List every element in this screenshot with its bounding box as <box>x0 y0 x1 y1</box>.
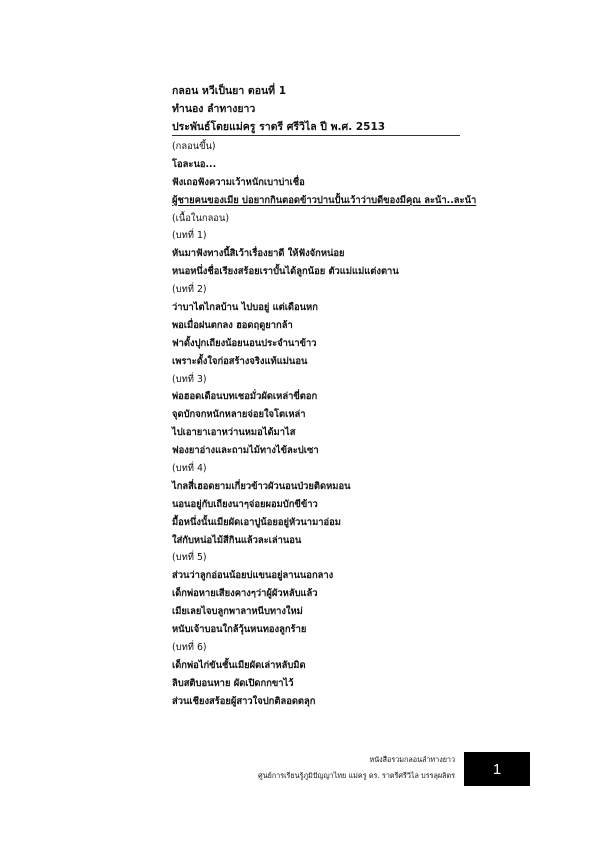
poem-line: ฟองยาอ่างและถามไม้ทางไข้ละบ่เซา <box>172 445 319 457</box>
poem-body <box>172 138 477 711</box>
poem-line: เมียเลยไจบลูกพาลาหนีบทางใหม่ <box>172 606 303 618</box>
page-number: 1 <box>492 760 502 778</box>
poem-line: (บทที่ 2) <box>172 284 207 296</box>
header-divider <box>172 135 460 136</box>
poem-line: เพราะดั้งใจก่อสร้างจริงแท้แม่นอน <box>172 355 308 367</box>
poem-line: (บทที่ 1) <box>172 230 207 242</box>
melody-line: ทำนอง ลำทางยาว <box>172 103 256 115</box>
poem-line: หนับเจ้าบอนใกล้วุ้นหนทองลูกร้าย <box>172 624 307 636</box>
poem-line: จุดบักจกหนักหลายจ่อยใจโตเหล่า <box>172 409 306 421</box>
page-footer <box>235 752 455 784</box>
footer-book-title: หนังสือรวมกลอนลำทางยาว <box>369 755 455 764</box>
poem-line: พอเมื่อฝนตกลง ฮอดฤดูยากล้า <box>172 319 293 331</box>
poem-line: ไกลสี่เฮอดยามเกี่ยวข้าวผัวนอนป่วยติดหมอน <box>172 480 351 492</box>
poem-line: หันมาฟังทางนี้สิเว้าเรื่องยาดี ให้ฟังจักหน่อย <box>172 248 345 260</box>
poem-line: นอนอยู่กับเถียงนาๆจ่อยผอมบักขีข้าว <box>172 498 318 510</box>
poem-line: (เนื้อในกลอน) <box>172 212 230 224</box>
poem-line: พ่อฮอดเดือนบทเชอมั่วผัดเหล่าขี่ตอก <box>172 391 318 403</box>
poem-line: ไปเอายาเอาหว่านหมอได้มาไส <box>172 427 296 439</box>
poem-line: ว่าบาไตไกลบ้าน ไปบอยู่ แต่เดือนหก <box>172 302 318 314</box>
poem-line: เด็กพ่อไก่ขันชั้นเมียผัดเล่าหลับมิด <box>172 659 306 671</box>
poem-line: (บทที่ 5) <box>172 552 207 564</box>
poem-line: ลิบสติบอนหาย ผัดเปิดกกขาไว้ <box>172 677 294 689</box>
poem-line: เด็กพ่อหายเสียงคางๆว่าผู้ผัวหลับแล้ว <box>172 588 318 600</box>
page-number-box <box>464 752 530 786</box>
poem-line: โอละนอ... <box>172 158 217 170</box>
poem-line: (บทที่ 3) <box>172 373 207 385</box>
poem-title: กลอน หวีเป็นยา ตอนที่ 1 <box>172 85 287 97</box>
poem-line: มื้อหนึ่งนั้นเมียผัดเอาปูน้อยอยู่หัวนามาอ่อม <box>172 516 341 528</box>
composer-line: ประพันธ์โดยแม่ครู ราตรี ศรีวิไล ปี พ.ศ. 2513 <box>172 121 386 133</box>
poem-line: หนอหนึ่งชื่อเรียงสร้อยเราบั้นได้ลูกน้อย ตัวแม่แม่แต่งตาน <box>172 266 399 278</box>
poem-line: ผู้ชายคนของเมีย บ่อยากกินตอดข้าวปานปั้นเว้าว่าบดีของมีคุณ ละน้า..ละน้า <box>172 194 477 206</box>
footer-center-name: ศูนย์การเรียนรู้ภูมิปัญญาไทย แม่ครู ดร. ราตรีศรีวิไล บรรลุผลิตร <box>258 771 455 780</box>
poem-line: ใส่กับหน่อไม้สีกินแล้วละเล่านอน <box>172 534 302 546</box>
poem-line: (บทที่ 4) <box>172 463 207 475</box>
poem-line: (กลอนขึ้น) <box>172 141 216 152</box>
poem-line: ส่วนเชียงสร้อยผู้สาวใจปกติลอดตลุก <box>172 695 316 707</box>
poem-line: ฟังเถอฟังความเว้าหนักเบาบ่าเชื่อ <box>172 176 305 188</box>
document-header <box>172 82 472 136</box>
poem-line: ฟาดั้งปุกเถียงน้อยนอนประจำนาข้าว <box>172 337 317 349</box>
poem-line: ส่วนว่าลูกอ่อนน้อยบ่แขนอยู่ลานนอกลาง <box>172 570 334 582</box>
poem-line: (บทที่ 6) <box>172 641 207 653</box>
